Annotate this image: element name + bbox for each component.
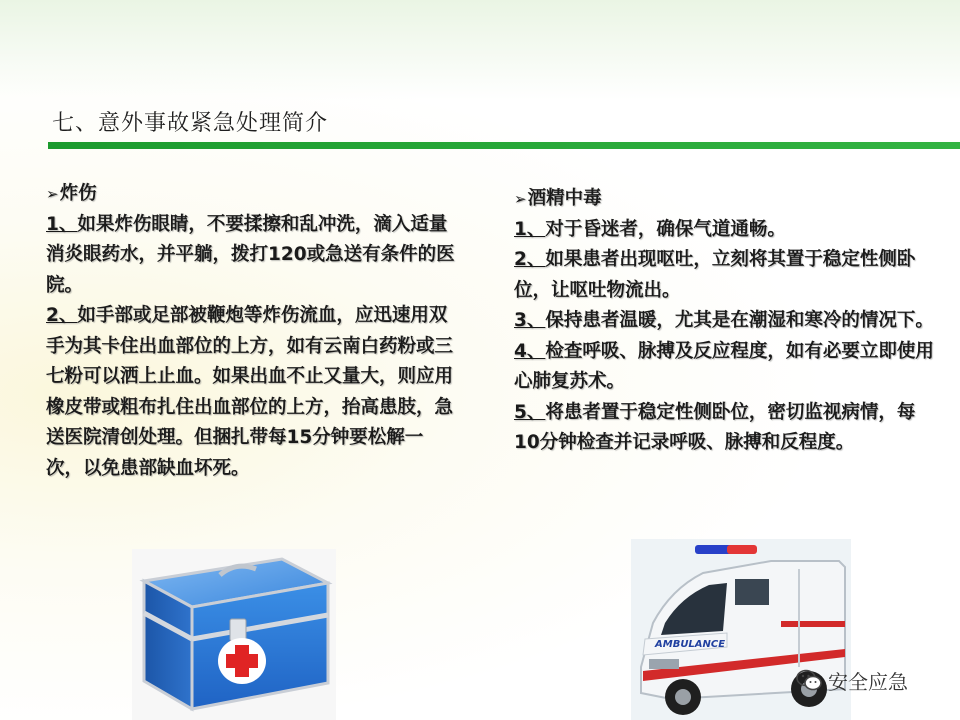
wechat-icon [796,669,822,691]
alcohol-poisoning-section [514,184,934,459]
burn-injury-section [46,179,456,484]
list-item [514,398,934,459]
item-number: 1、 [46,213,78,235]
list-item [514,245,934,306]
item-text: 如果患者出现呕吐，立刻将其置于稳定性侧卧位，让呕吐物流出。 [514,249,916,301]
watermark-text: 安全应急 [828,669,908,694]
arrow-bullet-icon: ➢ [46,185,59,203]
ambulance-lettering: AMBULANCE [655,639,726,650]
item-number: 4、 [514,340,546,362]
item-number: 2、 [46,305,78,326]
item-number: 3、 [514,310,546,331]
item-text: 检查呼吸、脉搏及反应程度，如有必要立即使用心肺复苏术。 [514,340,934,392]
list-item [514,337,934,398]
section-heading-text: 炸伤 [59,183,97,204]
first-aid-kit-image [132,549,336,720]
section-heading [46,179,456,210]
list-item [46,301,456,484]
title-underline-bar [48,142,960,149]
section-heading-text: 酒精中毒 [527,188,602,209]
item-text: 如手部或足部被鞭炮等炸伤流血，应迅速用双手为其卡住出血部位的上方，如有云南白药粉或三七粉可以洒上止血。如果出血不止又量大，则应用橡皮带或粗布扎住出血部位的上方，抬高患肢，急送医院清创处理。但捆扎带每15分钟要松解一次，以免患部缺血坏死。 [46,305,454,479]
list-item [514,306,934,337]
item-text: 如果炸伤眼睛，不要揉擦和乱冲洗，滴入适量消炎眼药水，并平躺，拨打120或急送有条件的医院。 [46,213,455,296]
list-item [514,215,934,246]
item-number: 2、 [514,249,546,270]
list-item [46,210,456,302]
section-heading [514,184,934,215]
item-number: 1、 [514,218,546,240]
background-glow [0,0,960,100]
slide-title: 七、意外事故紧急处理简介 [52,111,329,136]
item-number: 5、 [514,401,546,423]
first-aid-kit-icon [132,549,336,720]
item-text: 对于昏迷者，确保气道通畅。 [545,218,786,240]
arrow-bullet-icon: ➢ [514,190,527,208]
item-text: 将患者置于稳定性侧卧位，密切监视病情，每10分钟检查并记录呼吸、脉搏和反程度。 [514,401,916,453]
watermark [796,666,908,694]
item-text: 保持患者温暖，尤其是在潮湿和寒冷的情况下。 [545,310,934,331]
